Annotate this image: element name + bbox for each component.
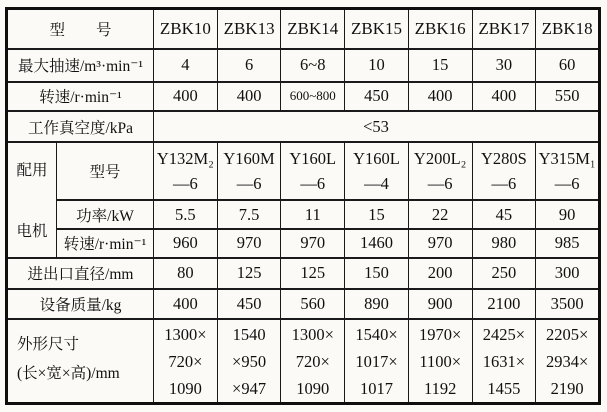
table-row-working-vacuum: [7, 111, 600, 142]
model-name-cell: ZBK10: [154, 9, 218, 49]
value-cell: 400: [154, 289, 218, 319]
model-name-cell: ZBK14: [281, 9, 345, 49]
value-cell: 970: [408, 229, 472, 258]
motor-model-cell: Y315M₁ —6: [536, 142, 600, 200]
table-row-port-diameter: [7, 258, 600, 289]
table-row-rotation-speed: [7, 82, 600, 111]
value-cell: 970: [217, 229, 281, 258]
value-cell: 45: [472, 200, 536, 228]
model-name-cell: ZBK16: [408, 9, 472, 49]
dimensions-cell: 1300× 720× 1090: [154, 319, 218, 403]
value-cell: 900: [408, 289, 472, 319]
dimensions-cell: 1300× 720× 1090: [281, 319, 345, 403]
value-cell: 15: [345, 200, 409, 228]
value-cell: 600~800: [281, 82, 345, 111]
dimensions-cell: 2205× 2934× 2190: [536, 319, 600, 403]
row-label: 型号: [57, 142, 154, 200]
value-cell: 10: [345, 49, 409, 82]
value-cell: 400: [408, 82, 472, 111]
value-cell: 150: [345, 258, 409, 289]
value-cell: 60: [536, 49, 600, 82]
model-header-label: 型 号: [7, 9, 154, 49]
table-row-motor-speed: [7, 229, 600, 258]
value-cell: 125: [217, 258, 281, 289]
value-cell: 450: [217, 289, 281, 319]
model-name-cell: ZBK18: [536, 9, 600, 49]
value-cell: 400: [217, 82, 281, 111]
motor-model-cell: Y160L —4: [345, 142, 409, 200]
value-cell: 2100: [472, 289, 536, 319]
table-row-model-header: [7, 9, 600, 49]
value-cell: 970: [281, 229, 345, 258]
value-cell: 300: [536, 258, 600, 289]
value-cell: 450: [345, 82, 409, 111]
value-cell: 30: [472, 49, 536, 82]
row-label: 最大抽速/m³·min⁻¹: [7, 49, 154, 82]
table-row-max-pumping-speed: [7, 49, 600, 82]
table-row-outline-dimensions: [7, 319, 600, 403]
value-cell: 960: [154, 229, 218, 258]
row-label: 外形尺寸 (长×宽×高)/mm: [7, 319, 154, 403]
value-cell: 560: [281, 289, 345, 319]
value-cell: 125: [281, 258, 345, 289]
model-name-cell: ZBK15: [345, 9, 409, 49]
table-row-equipment-mass: [7, 289, 600, 319]
motor-model-cell: Y160M —6: [217, 142, 281, 200]
row-label: 工作真空度/kPa: [7, 111, 154, 142]
table-row-motor-model: [7, 142, 600, 200]
value-cell: 5.5: [154, 200, 218, 228]
value-cell: 400: [472, 82, 536, 111]
value-cell: 1460: [345, 229, 409, 258]
value-cell: 985: [536, 229, 600, 258]
motor-group-label-cell: [7, 142, 57, 258]
value-cell: 980: [472, 229, 536, 258]
table-row-motor-power: [7, 200, 600, 228]
value-cell: 6: [217, 49, 281, 82]
value-cell: 550: [536, 82, 600, 111]
value-cell: 90: [536, 200, 600, 228]
row-label: 设备质量/kg: [7, 289, 154, 319]
value-cell: 80: [154, 258, 218, 289]
value-cell: 22: [408, 200, 472, 228]
value-cell: 15: [408, 49, 472, 82]
dimensions-cell: 1540 ×950 ×947: [217, 319, 281, 403]
motor-model-cell: Y280S —6: [472, 142, 536, 200]
motor-group-label-bottom: 电机: [16, 222, 48, 240]
value-cell: 400: [154, 82, 218, 111]
value-cell: 4: [154, 49, 218, 82]
row-label: 转速/r·min⁻¹: [7, 82, 154, 111]
value-cell: 3500: [536, 289, 600, 319]
vacuum-merged-value-cell: <53: [154, 111, 600, 142]
row-label: 功率/kW: [57, 200, 154, 228]
value-cell: 200: [408, 258, 472, 289]
motor-model-cell: Y200L₂ —6: [408, 142, 472, 200]
dimensions-cell: 2425× 1631× 1455: [472, 319, 536, 403]
value-cell: 890: [345, 289, 409, 319]
row-label: 进出口直径/mm: [7, 258, 154, 289]
pump-spec-table: [5, 7, 601, 405]
row-label: 转速/r·min⁻¹: [57, 229, 154, 258]
model-name-cell: ZBK13: [217, 9, 281, 49]
dimensions-cell: 1540× 1017× 1017: [345, 319, 409, 403]
motor-group-label-top: 配用: [16, 162, 48, 180]
value-cell: 250: [472, 258, 536, 289]
value-cell: 11: [281, 200, 345, 228]
model-name-cell: ZBK17: [472, 9, 536, 49]
motor-model-cell: Y132M₂ —6: [154, 142, 218, 200]
dimensions-cell: 1970× 1100× 1192: [408, 319, 472, 403]
value-cell: 6~8: [281, 49, 345, 82]
value-cell: 7.5: [217, 200, 281, 228]
motor-model-cell: Y160L —6: [281, 142, 345, 200]
